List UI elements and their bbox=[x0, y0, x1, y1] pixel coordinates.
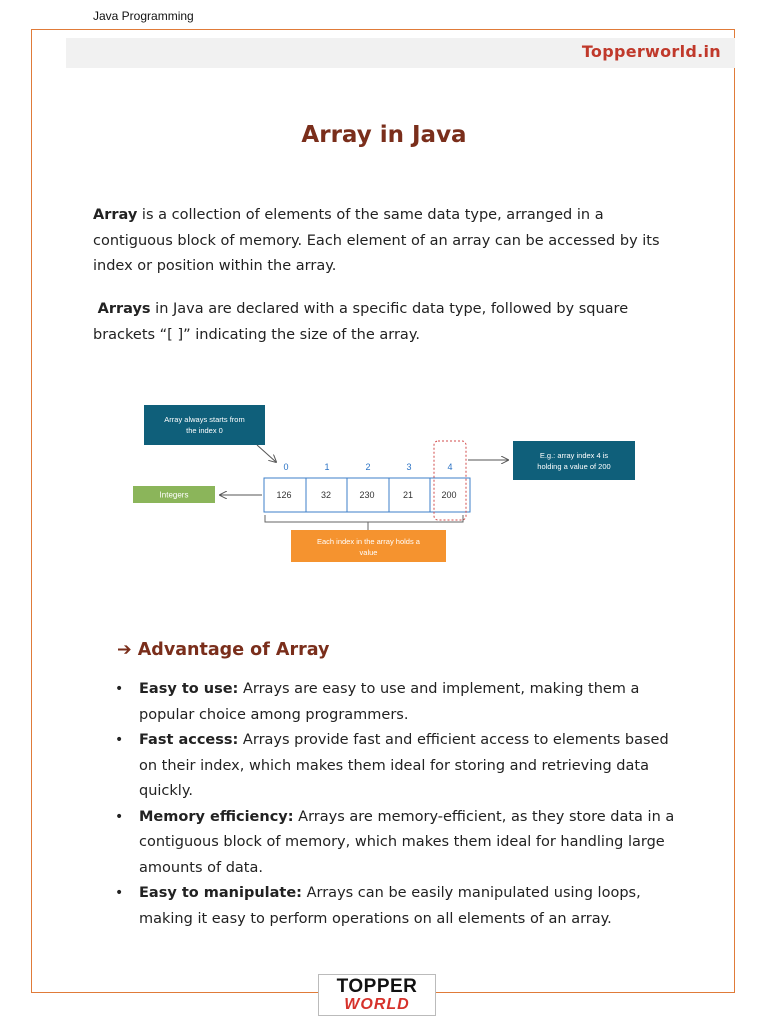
advantages-heading bbox=[117, 640, 329, 660]
paragraph-array-declaration bbox=[93, 297, 673, 348]
array-index: 0 bbox=[283, 462, 289, 472]
paragraph-text: is a collection of elements of the same data type, arranged in a contiguous block of memory. Each element of an array can be accessed by its index or position within the array. bbox=[93, 207, 660, 274]
list-item-title: Easy to use: bbox=[139, 681, 239, 697]
bullet-icon: • bbox=[115, 681, 124, 697]
page-title: Array in Java bbox=[301, 122, 467, 148]
site-name[interactable]: Topperworld.in bbox=[581, 42, 721, 61]
term-arrays: Arrays bbox=[97, 301, 151, 317]
list-item-text: Arrays are easy to use and implement, making them a popular choice among programmers. bbox=[139, 681, 640, 723]
array-value: 21 bbox=[402, 490, 414, 500]
logo-line1: TOPPER bbox=[336, 976, 418, 997]
array-index: 3 bbox=[406, 462, 412, 472]
start-note-line1: Array always starts from bbox=[164, 415, 245, 424]
array-value: 32 bbox=[320, 490, 332, 500]
integers-label: Integers bbox=[159, 490, 189, 500]
array-value: 200 bbox=[441, 490, 457, 500]
paragraph-array-definition bbox=[93, 203, 673, 280]
arrow-icon: ➔ bbox=[117, 640, 132, 660]
cells-brace bbox=[265, 515, 463, 522]
list-item-title: Easy to manipulate: bbox=[139, 885, 302, 901]
term-array: Array bbox=[93, 207, 138, 223]
list-item bbox=[110, 881, 680, 932]
example-note-box bbox=[513, 441, 635, 480]
list-item bbox=[110, 728, 680, 805]
array-index: 1 bbox=[324, 462, 330, 472]
array-index: 4 bbox=[447, 462, 453, 472]
example-note-line2: holding a value of 200 bbox=[537, 462, 611, 471]
list-item bbox=[110, 677, 680, 728]
logo-line2: WORLD bbox=[344, 996, 410, 1013]
topperworld-logo bbox=[318, 974, 436, 1016]
start-note-arrow bbox=[257, 445, 276, 462]
each-index-note-box bbox=[291, 530, 446, 562]
running-head: Java Programming bbox=[93, 9, 194, 23]
list-item-text: Arrays provide fast and efficient access to elements based on their index, which makes them ideal for storing and retrieving data quickly. bbox=[139, 732, 669, 799]
array-value: 126 bbox=[276, 490, 292, 500]
advantages-heading-text: Advantage of Array bbox=[137, 640, 330, 660]
bullet-icon: • bbox=[115, 808, 124, 825]
example-note-line1: E.g.: array index 4 is bbox=[539, 451, 609, 460]
array-diagram-svg bbox=[120, 398, 640, 574]
list-item-title: Memory efficiency: bbox=[139, 808, 294, 825]
list-item bbox=[110, 805, 680, 882]
bullet-icon: • bbox=[115, 885, 124, 901]
start-note-line2: the index 0 bbox=[186, 426, 223, 435]
list-item-text: Arrays are memory-efficient, as they store data in a contiguous block of memory, which makes them ideal for handling large amounts of data. bbox=[139, 808, 675, 876]
each-index-note-line2: value bbox=[359, 548, 378, 557]
array-value: 230 bbox=[359, 490, 375, 500]
advantages-list bbox=[110, 677, 680, 932]
start-index-note-box bbox=[144, 405, 265, 445]
list-item-title: Fast access: bbox=[139, 732, 239, 748]
array-diagram bbox=[120, 398, 640, 574]
each-index-note-line1: Each index in the array holds a bbox=[317, 537, 420, 546]
array-index: 2 bbox=[365, 462, 371, 472]
bullet-icon: • bbox=[115, 732, 124, 748]
paragraph-text: in Java are declared with a specific data type, followed by square brackets “[ ]” indicating the size of the array. bbox=[93, 301, 629, 343]
list-item-text: Arrays can be easily manipulated using loops, making it easy to perform operations on all elements of an array. bbox=[139, 885, 641, 927]
